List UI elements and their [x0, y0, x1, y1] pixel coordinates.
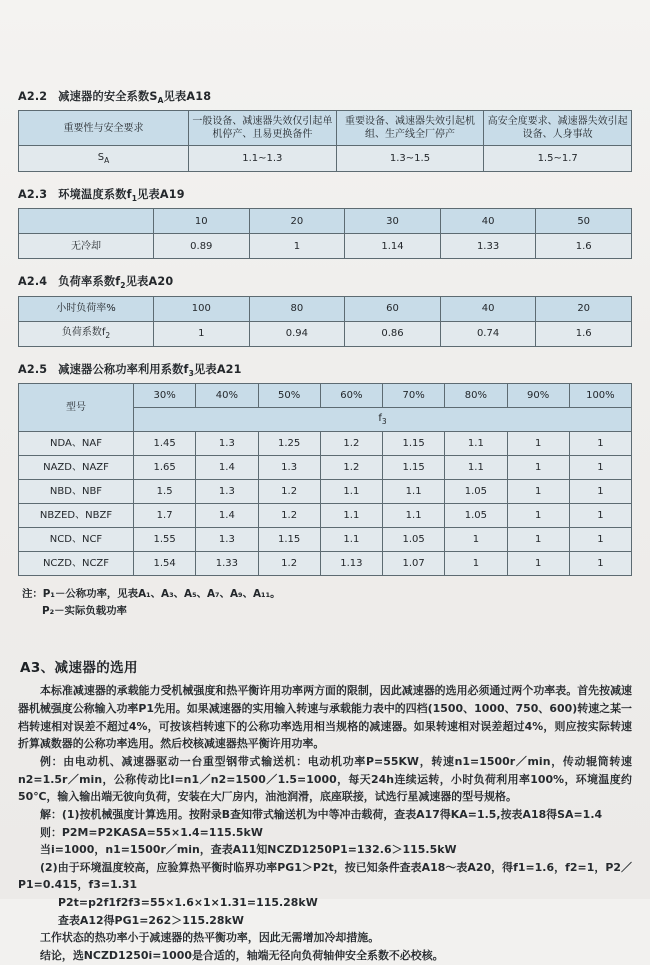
a21-r3-c4: 1.1	[383, 503, 445, 527]
section-heading-a2-3	[18, 186, 632, 203]
a21-percent-1: 40%	[196, 383, 258, 407]
page-content	[18, 88, 632, 965]
a21-r0-c4: 1.15	[383, 431, 445, 455]
a21-r4-c4: 1.05	[383, 527, 445, 551]
a21-percent-4: 70%	[383, 383, 445, 407]
a18-row-label	[19, 146, 189, 172]
a21-r2-c6: 1	[507, 479, 569, 503]
section-heading-a2-4	[18, 273, 632, 290]
a21-r2-c4: 1.1	[383, 479, 445, 503]
section-title-a2-4-sub: 2	[120, 281, 126, 291]
a21-r0-c5: 1.1	[445, 431, 507, 455]
paragraph-4: 当i=1000，n1=1500r／min，查表A11知NCZD1250P1=132.6＞115.5kW	[40, 843, 457, 857]
a21-r5-c4: 1.07	[383, 551, 445, 575]
a18-row-label-pre: S	[97, 152, 105, 164]
a21-r3-c1: 1.4	[196, 503, 258, 527]
a21-percent-3: 60%	[320, 383, 382, 407]
section-heading-a2-2	[18, 88, 632, 105]
a21-r1-c2: 1.3	[258, 455, 320, 479]
a21-model-5: NCZD、NCZF	[19, 551, 134, 575]
a21-percent-5: 80%	[445, 383, 507, 407]
section-title-a2-4-post: 见表A20	[125, 275, 174, 289]
a20-row-label	[19, 321, 154, 346]
table-row	[19, 383, 632, 407]
section-number-a2-5: A2.5	[18, 362, 48, 376]
a21-r2-c0: 1.5	[134, 479, 196, 503]
table-a19	[18, 208, 632, 259]
a21-r1-c7: 1	[569, 455, 631, 479]
a18-header-0: 重要性与安全要求	[19, 111, 189, 146]
a20-row-label-pre: 负荷系数f	[61, 327, 106, 339]
section-title-a2-5-pre: 减速器公称功率利用系数f	[58, 362, 189, 376]
paragraph-0: 本标准减速器的承载能力受机械强度和热平衡许用功率两方面的限制，因此减速器的选用必须通过两个功率表。首先按减速器机械强度公称输入功率P1先用。如果减速器的实用输入转速与承载能力表中的四档(1500、1000、750、600)转速之某一档转速相对误差不超过4%，可按该档转速下的公称功率选用相当规格的减速器。如果转速相对误差超过4%，则应按实际转速折算减数器的公称功率选用。然后校核减速器热平衡许用功率。	[18, 684, 632, 751]
table-row	[19, 479, 632, 503]
table-row	[19, 321, 632, 346]
a21-r3-c2: 1.2	[258, 503, 320, 527]
a20-header-4: 20	[536, 296, 632, 321]
table-row	[19, 209, 632, 234]
a21-r1-c0: 1.65	[134, 455, 196, 479]
paragraph-5: (2)由于环境温度较高，应验算热平衡时临界功率PG1＞P2t，按已知条件查表A18～表A20，得f1=1.6，f2=1，P2／P1=0.415，f3=1.31	[18, 860, 632, 892]
a21-r0-c2: 1.25	[258, 431, 320, 455]
a20-value-4: 1.6	[536, 321, 632, 346]
a21-corner: 型号	[19, 383, 134, 431]
a21-r4-c0: 1.55	[134, 527, 196, 551]
a21-model-4: NCD、NCF	[19, 527, 134, 551]
a21-r3-c3: 1.1	[320, 503, 382, 527]
section-title-a2-3-pre: 环境温度系数f	[58, 188, 132, 202]
a21-r4-c1: 1.3	[196, 527, 258, 551]
section-heading-a2-5	[18, 361, 632, 378]
a21-r5-c0: 1.54	[134, 551, 196, 575]
section-title-a2-4-pre: 负荷率系数f	[58, 275, 121, 289]
a21-r3-c7: 1	[569, 503, 631, 527]
table-a18	[18, 110, 632, 172]
a21-r2-c7: 1	[569, 479, 631, 503]
note-line-1: 注：P₁－公称功率，见表A₁、A₃、A₅、A₇、A₉、A₁₁。	[22, 587, 281, 600]
paragraph-3: 则：P2M=P2KASA=55×1.4=115.5kW	[40, 825, 263, 839]
a18-header-3: 高安全度要求、减速器失效引起设备、人身事故	[484, 111, 632, 146]
a21-r5-c6: 1	[507, 551, 569, 575]
a19-value-2: 1.14	[345, 234, 441, 259]
a18-value-1: 1.3~1.5	[336, 146, 484, 172]
a21-percent-0: 30%	[134, 383, 196, 407]
a19-value-3: 1.33	[440, 234, 536, 259]
a21-model-2: NBD、NBF	[19, 479, 134, 503]
a21-r1-c4: 1.15	[383, 455, 445, 479]
a21-r2-c1: 1.3	[196, 479, 258, 503]
note-line-2: P₂－实际负载功率	[42, 605, 127, 618]
a20-value-1: 0.94	[249, 321, 345, 346]
a19-header-1: 20	[249, 209, 345, 234]
a21-r0-c3: 1.2	[320, 431, 382, 455]
a21-span-label	[134, 407, 632, 431]
a21-r4-c5: 1	[445, 527, 507, 551]
a20-row-label-sub: 2	[105, 331, 111, 341]
section-title-a2-3-post: 见表A19	[137, 188, 185, 202]
a20-header-3: 40	[440, 296, 536, 321]
a21-r5-c3: 1.13	[320, 551, 382, 575]
table-row	[19, 111, 632, 146]
a21-r3-c5: 1.05	[445, 503, 507, 527]
a21-model-0: NDA、NAF	[19, 431, 134, 455]
a21-r5-c1: 1.33	[196, 551, 258, 575]
a21-r1-c5: 1.1	[445, 455, 507, 479]
section-number-a2-4: A2.4	[18, 275, 48, 289]
a19-value-0: 0.89	[154, 234, 250, 259]
paragraph-8: 工作状态的热功率小于减速器的热平衡功率，因此无需增加冷却措施。	[40, 931, 380, 945]
a20-header-0: 100	[154, 296, 250, 321]
a19-header-4: 50	[536, 209, 632, 234]
table-row	[19, 503, 632, 527]
section-number-a2-2: A2.2	[18, 90, 48, 103]
a21-r5-c2: 1.2	[258, 551, 320, 575]
paragraph-6: P2t=p2f1f2f3=55×1.6×1×1.31=115.28kW	[58, 896, 318, 910]
a21-r0-c6: 1	[507, 431, 569, 455]
a21-r5-c5: 1	[445, 551, 507, 575]
paragraph-2: 解：(1)按机械强度计算选用。按附录B查知带式输送机为中等冲击载荷，查表A17得KA=1.5,按表A18得SA=1.4	[40, 807, 603, 821]
table-row	[19, 146, 632, 172]
a21-r4-c7: 1	[569, 527, 631, 551]
a21-r2-c5: 1.05	[445, 479, 507, 503]
a21-r4-c6: 1	[507, 527, 569, 551]
a21-percent-2: 50%	[258, 383, 320, 407]
a21-r0-c7: 1	[569, 431, 631, 455]
a21-r1-c6: 1	[507, 455, 569, 479]
table-row	[19, 527, 632, 551]
table-row	[19, 431, 632, 455]
a20-header-2: 60	[345, 296, 441, 321]
a18-value-0: 1.1~1.3	[189, 146, 337, 172]
a21-span-label-pre: f	[378, 412, 382, 424]
a20-header-1: 80	[249, 296, 345, 321]
a21-r0-c1: 1.3	[196, 431, 258, 455]
a19-value-4: 1.6	[536, 234, 632, 259]
section-title-a2-2-pre: 减速器的安全系数S	[58, 90, 158, 103]
a18-header-1: 一般设备、减速器失效仅引起单机停产、且易更换备件	[189, 111, 337, 146]
a18-value-2: 1.5~1.7	[484, 146, 632, 172]
table-row	[19, 455, 632, 479]
a19-row-label: 无冷却	[19, 234, 154, 259]
section-title-a2-3-sub: 1	[131, 194, 138, 204]
a19-header-0: 10	[154, 209, 250, 234]
a21-r2-c3: 1.1	[320, 479, 382, 503]
paragraph-7: 查表A12得PG1=262＞115.28kW	[58, 913, 244, 927]
a21-model-1: NAZD、NAZF	[19, 455, 134, 479]
a18-header-2: 重要设备、减速器失效引起机组、生产线全厂停产	[336, 111, 484, 146]
a21-span-label-sub: 3	[381, 416, 387, 426]
a20-value-0: 1	[154, 321, 250, 346]
a21-model-3: NBZED、NBZF	[19, 503, 134, 527]
a3-body	[18, 682, 632, 965]
section-title-a2-5-post: 见表A21	[194, 362, 242, 376]
a21-r1-c3: 1.2	[320, 455, 382, 479]
a21-r0-c0: 1.45	[134, 431, 196, 455]
a19-header-2: 30	[345, 209, 441, 234]
a21-r4-c2: 1.15	[258, 527, 320, 551]
a19-value-1: 1	[249, 234, 345, 259]
table-note	[22, 586, 632, 620]
a19-header-3: 40	[440, 209, 536, 234]
a21-r4-c3: 1.1	[320, 527, 382, 551]
a21-r1-c1: 1.4	[196, 455, 258, 479]
a20-header-label: 小时负荷率%	[19, 296, 154, 321]
a20-value-2: 0.86	[345, 321, 441, 346]
a21-r3-c0: 1.7	[134, 503, 196, 527]
a21-r3-c6: 1	[507, 503, 569, 527]
paragraph-9: 结论，选NCZD1250i=1000是合适的，轴端无径向负荷轴伸安全系数不必校核。	[40, 949, 444, 963]
section-title-a2-2-sub: A	[157, 96, 164, 106]
section-title-a2-5-sub: 3	[188, 368, 195, 378]
table-row	[19, 551, 632, 575]
table-a20	[18, 296, 632, 347]
section-heading-a3: A3、减速器的选用	[20, 660, 138, 677]
a21-r5-c7: 1	[569, 551, 631, 575]
a20-value-3: 0.74	[440, 321, 536, 346]
table-row	[19, 296, 632, 321]
section-title-a2-2-post: 见表A18	[163, 90, 212, 103]
a21-percent-6: 90%	[507, 383, 569, 407]
a21-r2-c2: 1.2	[258, 479, 320, 503]
paragraph-1: 例：由电动机、减速器驱动一台重型钢带式输送机：电动机功率P=55KW，转速n1=1500r／min，传动辊筒转速n2=1.5r／min，公称传动比I=n1／n2=1500／1.5=1000，每天24h连续运转，小时负荷利用率100%，环境温度约50℃，输入输出端无彼向负荷，安装在大厂房内，油池润滑，底座联接，试选行星减速器的型号规格。	[18, 754, 632, 804]
a21-percent-7: 100%	[569, 383, 631, 407]
section-number-a2-3: A2.3	[18, 188, 48, 202]
table-a21	[18, 383, 632, 576]
table-row	[19, 234, 632, 259]
a19-corner	[19, 209, 154, 234]
a18-row-label-sub: A	[104, 156, 110, 166]
